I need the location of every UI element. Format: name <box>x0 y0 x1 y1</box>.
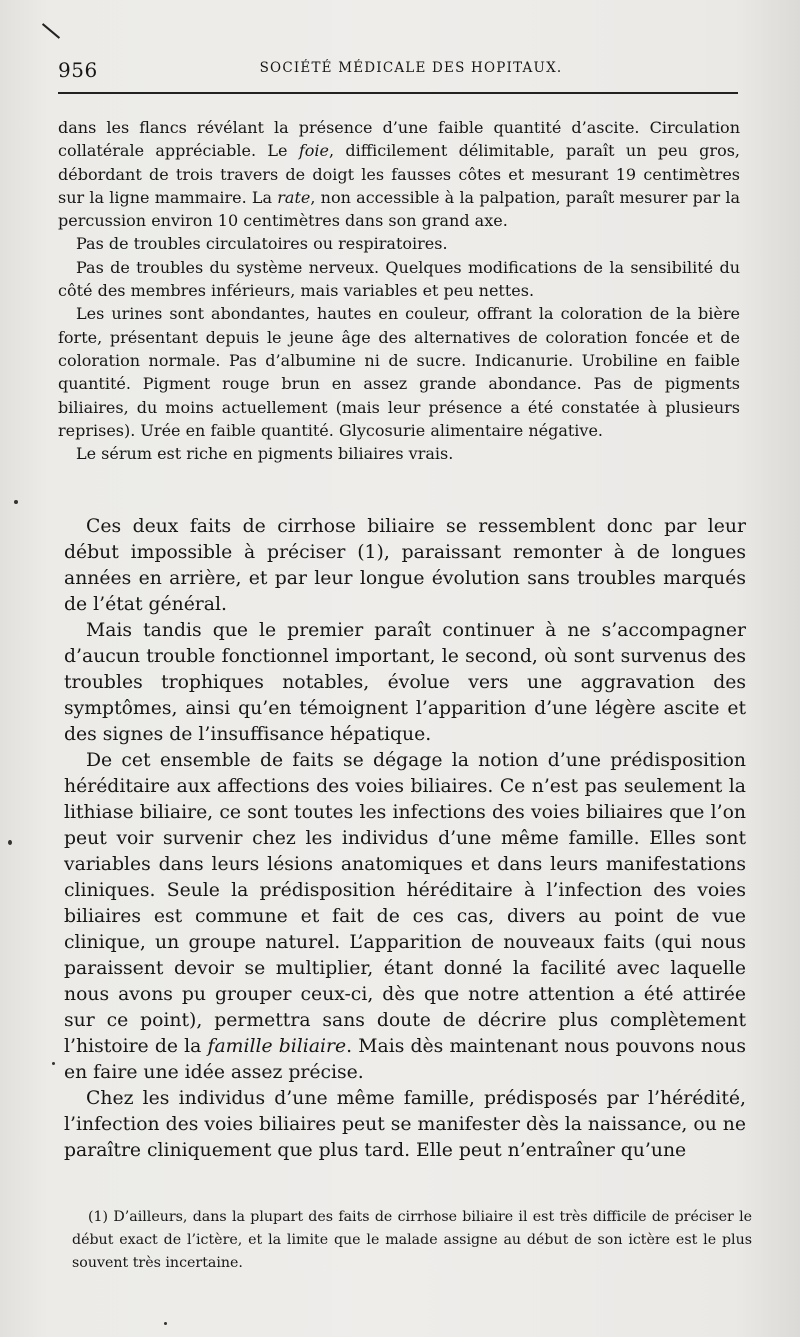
discussion-text <box>64 514 746 1164</box>
case-paragraph-1: dans les flancs révélant la présence d’une faible quantité d’ascite. Circulation collatérale appréciable. Le foie, difficilement délimitable, paraît un peu gros, débordant de trois travers de doigt les fausses côtes et mesurant 19 centimètres sur la ligne mammaire. La rate, non accessible à la palpation, paraît mesurer par la percussion environ 10 centimètres dans son grand axe. <box>58 118 741 231</box>
case-paragraph-2: Pas de troubles circulatoires ou respiratoires. <box>76 234 448 254</box>
page-number: 956 <box>58 58 98 82</box>
running-title: SOCIÉTÉ MÉDICALE DES HOPITAUX. <box>259 60 563 76</box>
case-report-text <box>58 116 740 465</box>
header-rule <box>58 92 738 94</box>
discussion-paragraph-4: Chez les individus d’une même famille, prédisposés par l’hérédité, l’infection des voies biliaires peut se manifester dès la naissance, ou ne paraître cliniquement que plus tard. Elle peut n’entraîner qu’une <box>64 1088 746 1161</box>
print-speck <box>14 500 18 504</box>
discussion-paragraph-3: De cet ensemble de faits se dégage la notion d’une prédisposition héréditaire aux affections des voies biliaires. Ce n’est pas seulement la lithiase biliaire, ce sont toutes les infections des voies biliaires que l’on peut voir survenir chez les individus d’une même famille. Elles sont variables dans leurs lésions anatomiques et dans leurs manifestations cliniques. Seule la prédisposition héréditaire à l’infection des voies biliaires est commune et fait de ces cas, divers au point de vue clinique, un groupe naturel. L’apparition de nouveaux faits (qui nous paraissent devoir se multiplier, étant donné la facilité avec laquelle nous avons pu grouper ceux-ci, dès que notre attention a été attirée sur ce point), permettra sans doute de décrire plus complètement l’histoire de la famille biliaire. Mais dès maintenant nous pouvons nous en faire une idée assez précise. <box>64 750 746 1083</box>
margin-mark <box>42 23 60 39</box>
print-speck <box>8 840 12 845</box>
footnote: (1) D’ailleurs, dans la plupart des faits de cirrhose biliaire il est très difficile de préciser le début exact de l’ictère, et la limite que le malade assigne au début de son ictère est le plus souvent très incertaine. <box>72 1209 752 1271</box>
case-paragraph-4: Les urines sont abondantes, hautes en couleur, offrant la coloration de la bière forte, présentant depuis le jeune âge des alternatives de coloration foncée et de coloration normale. Pas d’albumine ni de sucre. Indicanurie. Urobiline en faible quantité. Pigment rouge brun en assez grande abondance. Pas de pigments biliaires, du moins actuellement (mais leur présence a été constatée à plusieurs reprises). Urée en faible quantité. Glycosurie alimentaire négative. <box>58 304 740 440</box>
case-paragraph-5: Le sérum est riche en pigments biliaires vrais. <box>76 444 454 464</box>
running-header <box>58 58 740 84</box>
discussion-paragraph-2: Mais tandis que le premier paraît continuer à ne s’accompagner d’aucun trouble fonctionnel important, le second, où sont survenus des troubles trophiques notables, évolue vers une aggravation des symptômes, ainsi qu’en témoignent l’apparition d’une légère ascite et des signes de l’insuffisance hépatique. <box>64 620 746 745</box>
print-speck <box>164 1322 167 1325</box>
print-speck <box>52 1062 55 1065</box>
case-paragraph-3: Pas de troubles du système nerveux. Quelques modifications de la sensibilité du côté des membres inférieurs, mais variables et peu nettes. <box>58 257 740 301</box>
discussion-paragraph-1: Ces deux faits de cirrhose biliaire se ressemblent donc par leur début impossible à préciser (1), paraissant remonter à de longues années en arrière, et par leur longue évolution sans troubles marqués de l’état général. <box>64 516 746 615</box>
